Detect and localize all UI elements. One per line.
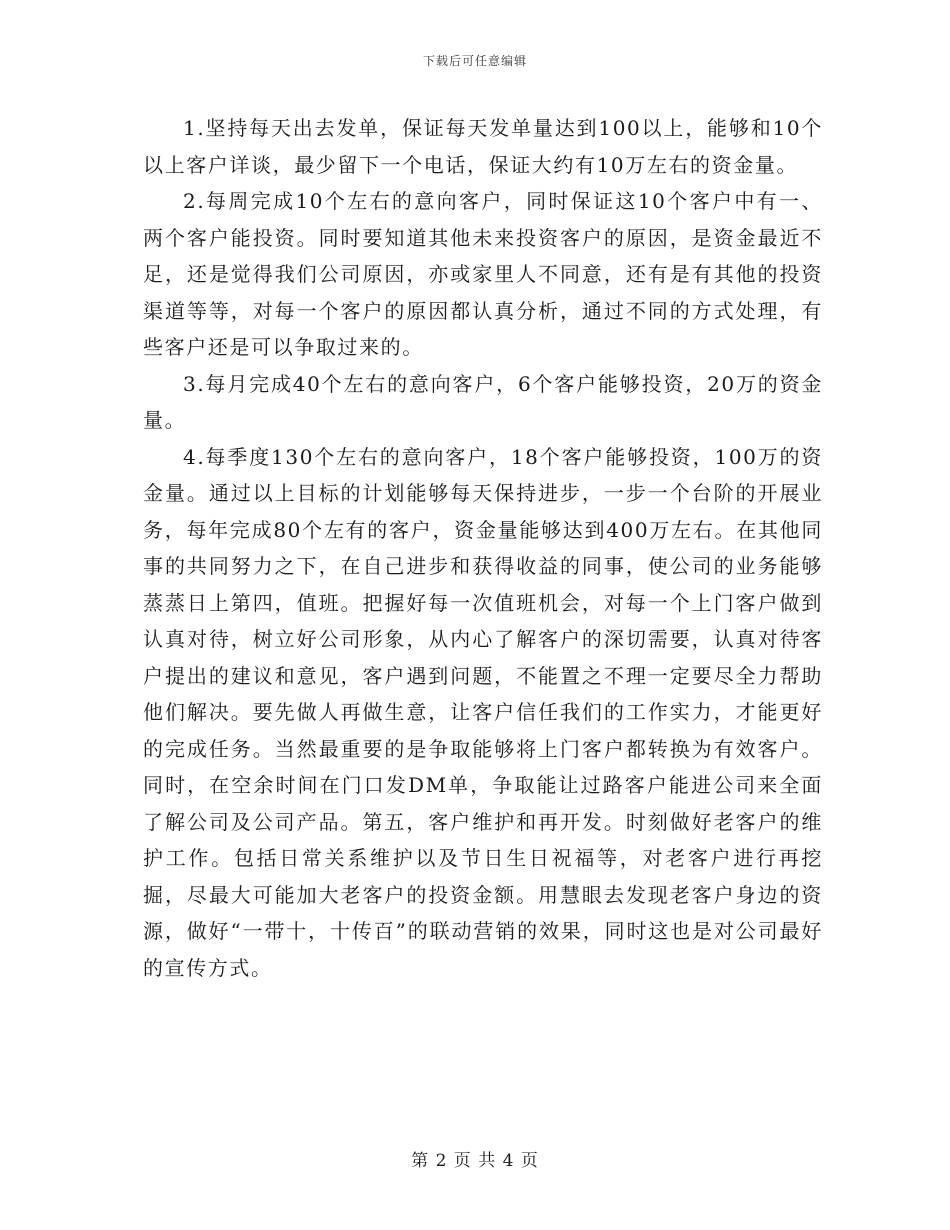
paragraph-2: 2.每周完成10个左右的意向客户，同时保证这10个客户中有一、两个客户能投资。同时要知道其他未来投资客户的原因，是资金最近不足，还是觉得我们公司原因，亦或家里人不同意，还有是有其他的投资渠道等等，对每一个客户的原因都认真分析，通过不同的方式处理，有些客户还是可以争取过来的。	[143, 189, 823, 359]
paragraph-3: 3.每月完成40个左右的意向客户，6个客户能够投资，20万的资金量。	[143, 371, 823, 432]
page-number-footer: 第 2 页 共 4 页	[411, 1151, 539, 1171]
document-body	[143, 110, 823, 986]
paragraph-1: 1.坚持每天出去发单，保证每天发单量达到100以上，能够和10个以上客户详谈，最少留下一个电话，保证大约有10万左右的资金量。	[143, 116, 823, 177]
paragraph-4: 4.每季度130个左右的意向客户，18个客户能够投资，100万的资金量。通过以上目标的计划能够每天保持进步，一步一个台阶的开展业务，每年完成80个左有的客户，资金量能够达到400万左右。在其他同事的共同努力之下，在自己进步和获得收益的同事，使公司的业务能够蒸蒸日上第四，值班。把握好每一次值班机会，对每一个上门客户做到认真对待，树立好公司形象，从内心了解客户的深切需要，认真对待客户提出的建议和意见，客户遇到问题，不能置之不理一定要尽全力帮助他们解决。要先做人再做生意，让客户信任我们的工作实力，才能更好的完成任务。当然最重要的是争取能够将上门客户都转换为有效客户。同时，在空余时间在门口发DM单，争取能让过路客户能进公司来全面了解公司及公司产品。第五，客户维护和再开发。时刻做好老客户的维护工作。包括日常关系维护以及节日生日祝福等，对老客户进行再挖掘，尽最大可能加大老客户的投资金额。用慧眼去发现老客户身边的资源，做好“一带十，十传百”的联动营销的效果，同时这也是对公司最好的宣传方式。	[143, 444, 823, 980]
page-header: 下载后可任意编辑	[422, 54, 527, 68]
